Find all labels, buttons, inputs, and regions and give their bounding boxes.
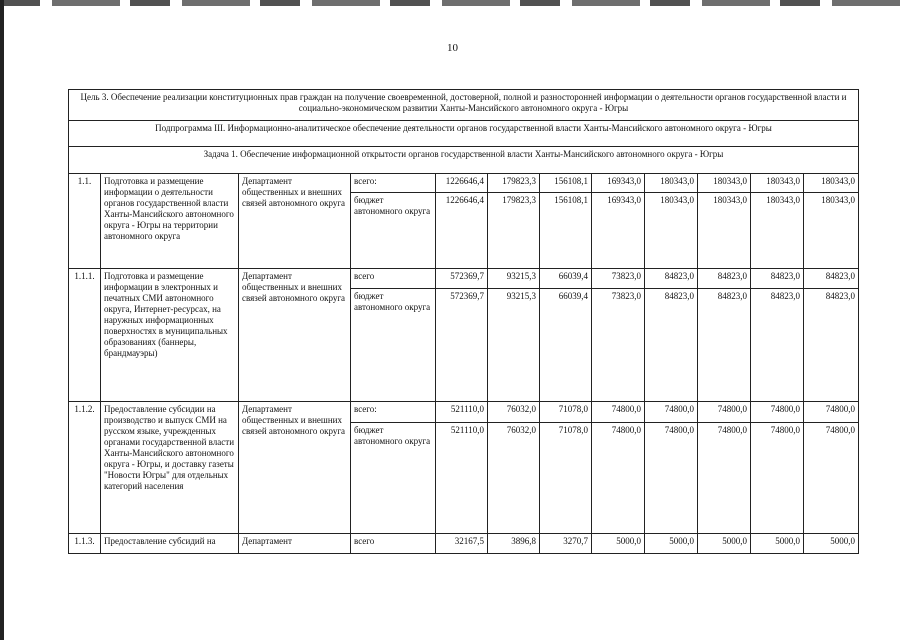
value-cell: 73823,0 [592, 289, 645, 402]
value-cell: 93215,3 [488, 269, 540, 289]
value-cell: 169343,0 [592, 193, 645, 269]
value-cell: 74800,0 [804, 423, 859, 534]
source-label: всего [351, 534, 436, 554]
value-cell: 5000,0 [645, 534, 698, 554]
source-label: всего: [351, 402, 436, 423]
source-label: бюджет автономного округа [351, 193, 436, 269]
value-cell: 156108,1 [540, 174, 592, 193]
source-label: бюджет автономного округа [351, 423, 436, 534]
value-cell: 521110,0 [436, 402, 488, 423]
table-row [69, 269, 859, 289]
scan-edge-left [0, 0, 4, 640]
value-cell: 74800,0 [645, 423, 698, 534]
value-cell: 179823,3 [488, 174, 540, 193]
value-cell: 74800,0 [751, 423, 804, 534]
value-cell: 73823,0 [592, 269, 645, 289]
row-code: 1.1.3. [69, 534, 101, 554]
row-code: 1.1.2. [69, 402, 101, 534]
program-table [68, 89, 859, 554]
value-cell: 84823,0 [804, 289, 859, 402]
row-name: Предоставление субсидий на [101, 534, 239, 554]
row-code: 1.1.1. [69, 269, 101, 402]
value-cell: 180343,0 [804, 174, 859, 193]
page-number: 10 [447, 42, 458, 54]
value-cell: 74800,0 [592, 402, 645, 423]
value-cell: 74800,0 [592, 423, 645, 534]
row-name: Предоставление субсидии на производство и выпуск СМИ на русском языке, учрежденных органами государственной власти Ханты-Мансийского автономного округа - Югры, и доставку газеты "Новости Югры" для отдельных категорий населения [101, 402, 239, 534]
value-cell: 5000,0 [698, 534, 751, 554]
value-cell: 5000,0 [804, 534, 859, 554]
row-executor: Департамент [239, 534, 351, 554]
value-cell: 179823,3 [488, 193, 540, 269]
value-cell: 32167,5 [436, 534, 488, 554]
value-cell: 84823,0 [645, 289, 698, 402]
value-cell: 84823,0 [645, 269, 698, 289]
source-label: всего [351, 269, 436, 289]
goal-row: Цель 3. Обеспечение реализации конституционных прав граждан на получение своевременной, достоверной, полной и разносторонней информации о деятельности органов государственной власти и социально-экономическом развитии Ханты-Мансийского автономного округа - Югры [69, 90, 859, 121]
value-cell: 5000,0 [751, 534, 804, 554]
value-cell: 3896,8 [488, 534, 540, 554]
row-executor: Департамент общественных и внешних связей автономного округа [239, 269, 351, 402]
value-cell: 180343,0 [698, 193, 751, 269]
value-cell: 84823,0 [751, 289, 804, 402]
subprogram-row: Подпрограмма III. Информационно-аналитическое обеспечение деятельности органов государственной власти Ханты-Мансийского автономного округа - Югры [69, 121, 859, 147]
row-executor: Департамент общественных и внешних связей автономного округа [239, 174, 351, 269]
value-cell: 572369,7 [436, 289, 488, 402]
row-executor: Департамент общественных и внешних связей автономного округа [239, 402, 351, 534]
value-cell: 66039,4 [540, 289, 592, 402]
value-cell: 1226646,4 [436, 193, 488, 269]
value-cell: 93215,3 [488, 289, 540, 402]
row-name: Подготовка и размещение информации о деятельности органов государственной власти Ханты-Мансийского автономного округа - Югры на территории автономного округа [101, 174, 239, 269]
value-cell: 180343,0 [804, 193, 859, 269]
value-cell: 84823,0 [698, 269, 751, 289]
value-cell: 74800,0 [698, 423, 751, 534]
value-cell: 180343,0 [698, 174, 751, 193]
source-label: бюджет автономного округа [351, 289, 436, 402]
source-label: всего: [351, 174, 436, 193]
value-cell: 5000,0 [592, 534, 645, 554]
value-cell: 74800,0 [804, 402, 859, 423]
value-cell: 66039,4 [540, 269, 592, 289]
value-cell: 156108,1 [540, 193, 592, 269]
task-row: Задача 1. Обеспечение информационной открытости органов государственной власти Ханты-Мансийского автономного округа - Югры [69, 147, 859, 174]
value-cell: 76032,0 [488, 423, 540, 534]
value-cell: 74800,0 [751, 402, 804, 423]
value-cell: 74800,0 [645, 402, 698, 423]
value-cell: 1226646,4 [436, 174, 488, 193]
scan-edge-top [0, 0, 905, 6]
value-cell: 169343,0 [592, 174, 645, 193]
value-cell: 180343,0 [645, 174, 698, 193]
value-cell: 572369,7 [436, 269, 488, 289]
value-cell: 71078,0 [540, 423, 592, 534]
table-row [69, 174, 859, 193]
value-cell: 84823,0 [804, 269, 859, 289]
row-name: Подготовка и размещение информации в электронных и печатных СМИ автономного округа, Интернет-ресурсах, на наружных информационных поверхностях в муниципальных образованиях (баннеры, брандмауэры) [101, 269, 239, 402]
table-row [69, 402, 859, 423]
value-cell: 180343,0 [751, 193, 804, 269]
value-cell: 180343,0 [751, 174, 804, 193]
value-cell: 84823,0 [698, 289, 751, 402]
row-code: 1.1. [69, 174, 101, 269]
value-cell: 76032,0 [488, 402, 540, 423]
value-cell: 521110,0 [436, 423, 488, 534]
value-cell: 3270,7 [540, 534, 592, 554]
table-row [69, 534, 859, 554]
value-cell: 74800,0 [698, 402, 751, 423]
value-cell: 180343,0 [645, 193, 698, 269]
value-cell: 84823,0 [751, 269, 804, 289]
value-cell: 71078,0 [540, 402, 592, 423]
